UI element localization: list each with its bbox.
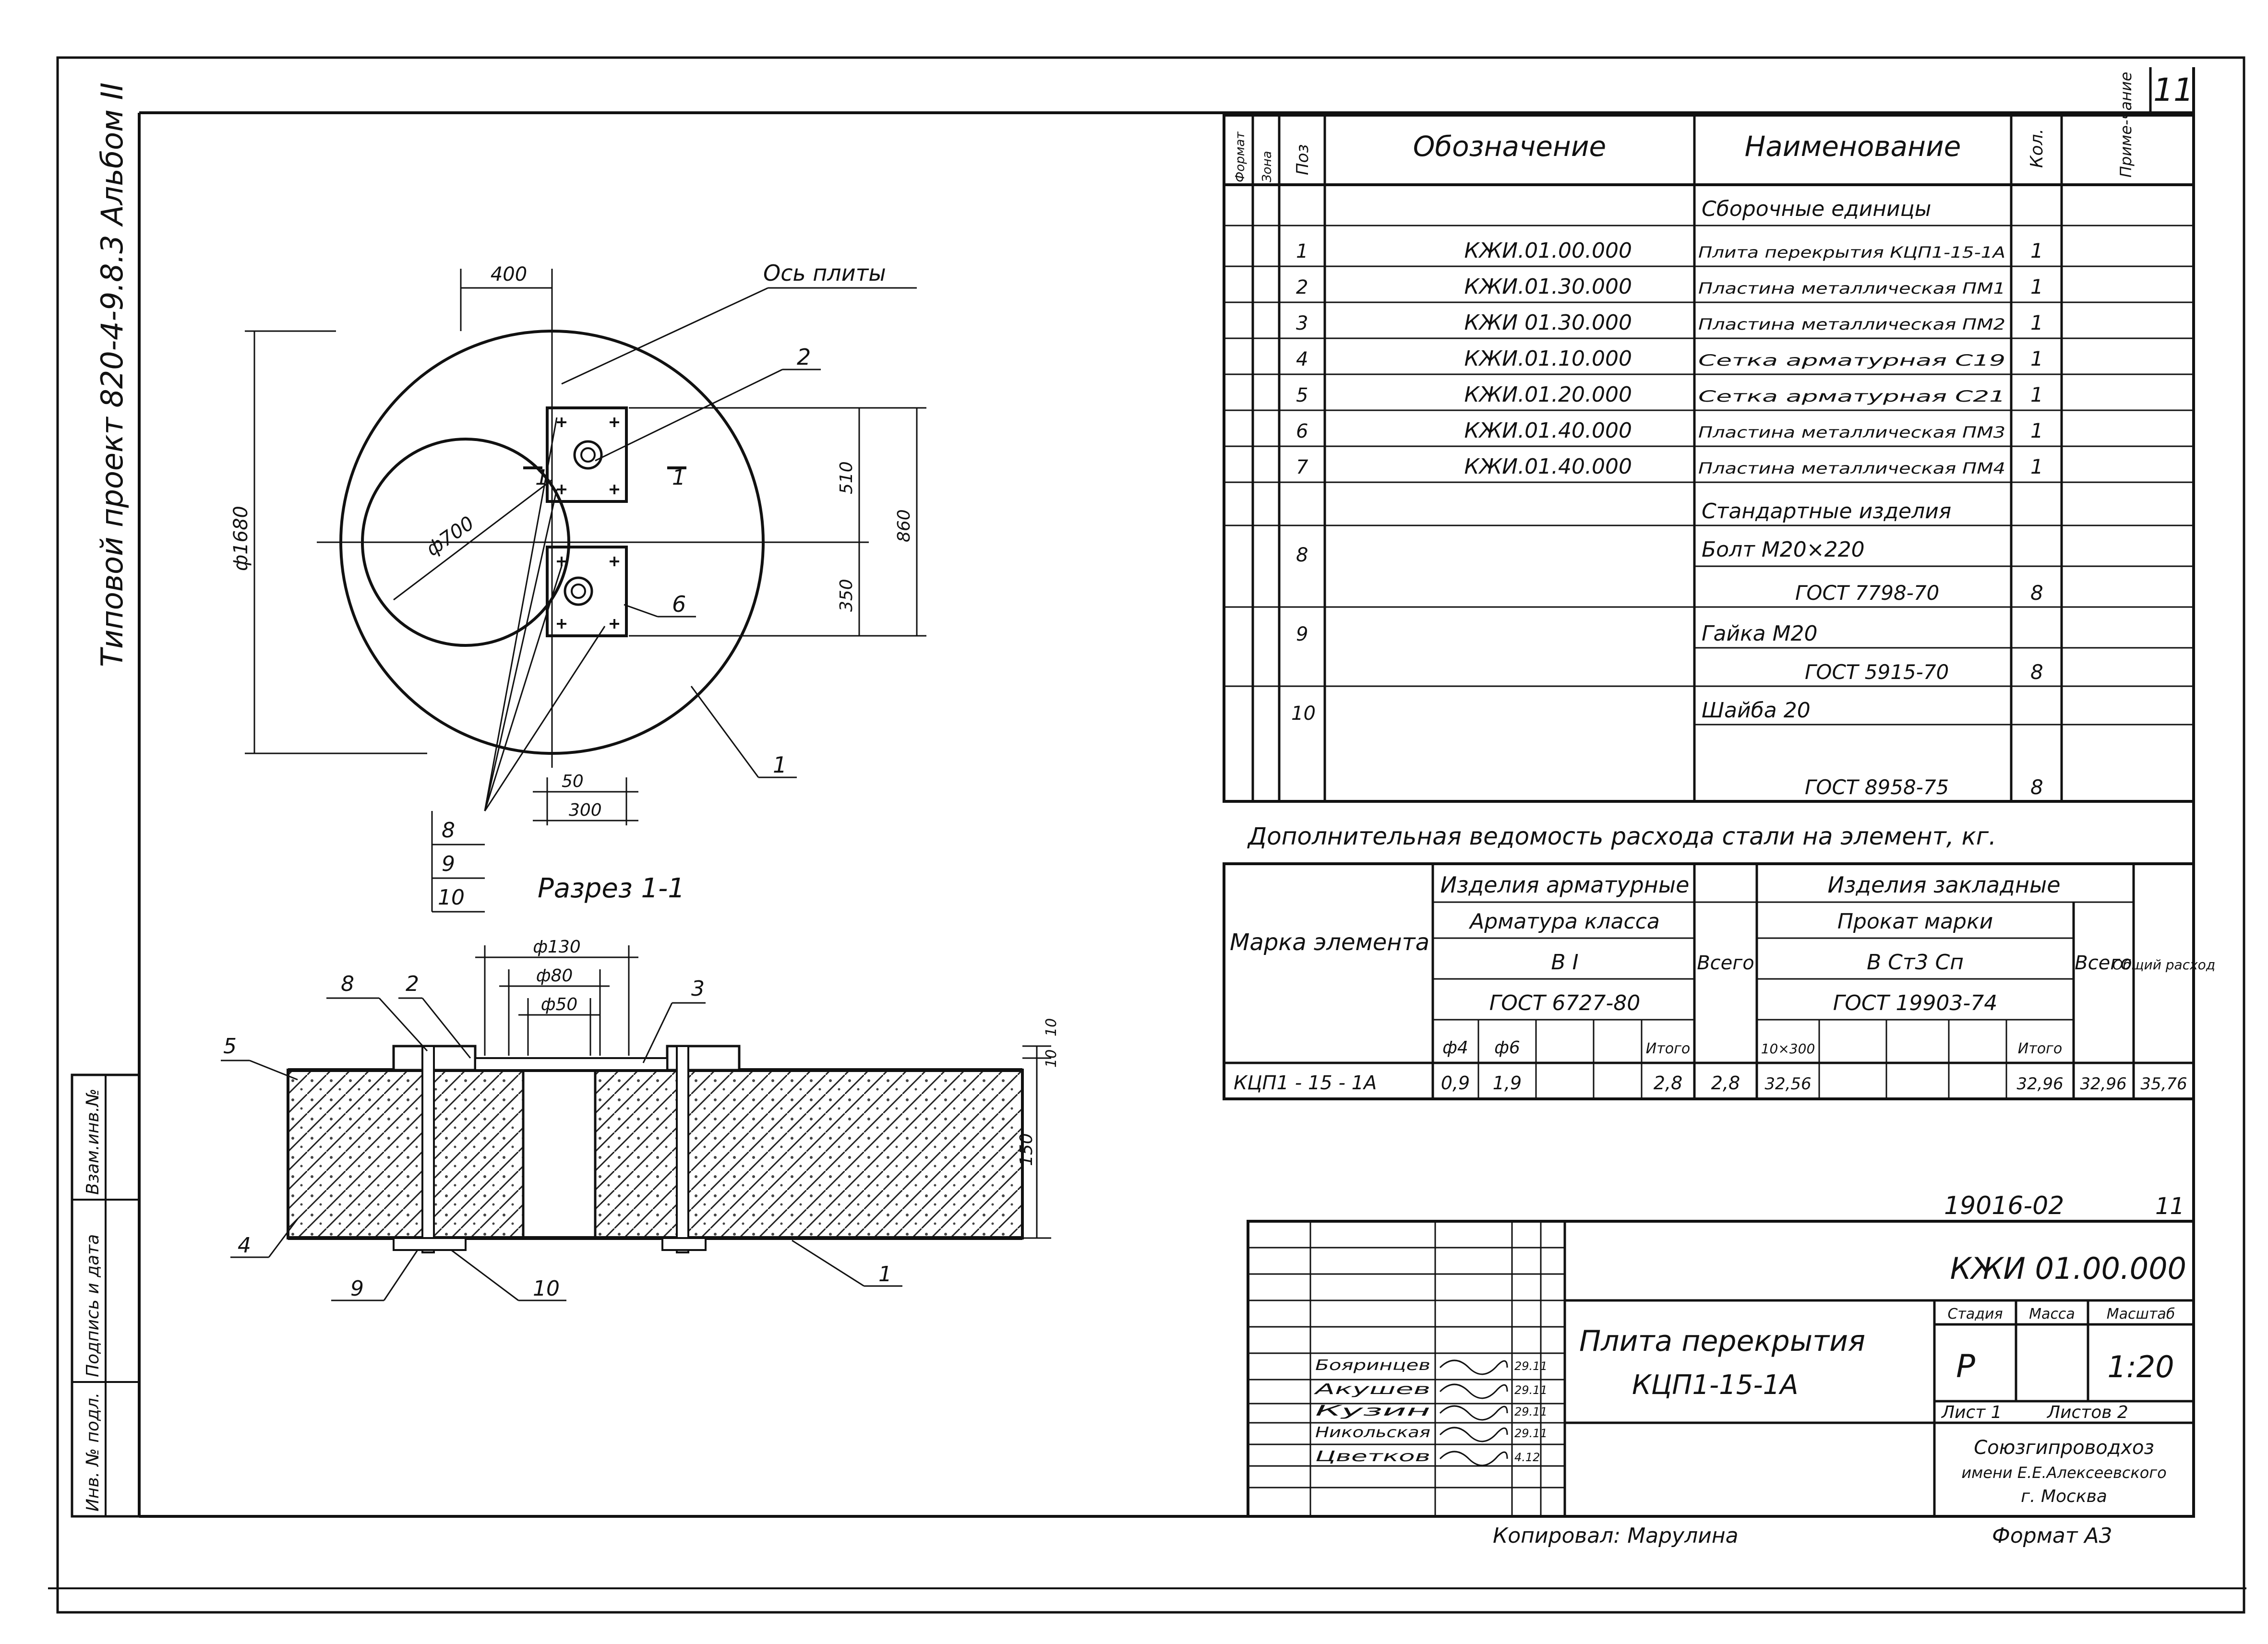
spec-row-pos: 6 bbox=[1296, 420, 1308, 442]
spec-row-pos: 2 bbox=[1296, 276, 1308, 298]
spec-row-pos: 5 bbox=[1296, 384, 1308, 406]
mass-label: Масса bbox=[2029, 1306, 2075, 1322]
std-qty-8: 8 bbox=[2030, 581, 2043, 605]
std-name-8: Болт М20×220 bbox=[1702, 537, 1865, 562]
page-number: 11 bbox=[2153, 71, 2194, 108]
std-qty-9: 8 bbox=[2030, 660, 2043, 684]
stage-value: Р bbox=[1956, 1348, 1975, 1385]
sheets-label: Листов 2 bbox=[2047, 1403, 2128, 1422]
steel-sub-itogo1: Итого bbox=[1645, 1040, 1691, 1057]
signer-date: 29.11 bbox=[1514, 1359, 1548, 1373]
steel-embed-group: Изделия закладные bbox=[1827, 872, 2061, 898]
title-line-1: Плита перекрытия bbox=[1579, 1324, 1866, 1358]
steel-sub-plate: 10×300 bbox=[1761, 1041, 1815, 1057]
dim-510: 510 bbox=[837, 461, 856, 494]
steel-row-overall: 35,76 bbox=[2140, 1074, 2187, 1094]
callout-9: 9 bbox=[442, 852, 455, 876]
spec-side-zone: Зона bbox=[1260, 151, 1274, 182]
spec-section-assembly: Сборочные единицы bbox=[1702, 197, 1932, 221]
callout-8: 8 bbox=[442, 818, 455, 843]
signature-mark bbox=[1440, 1428, 1507, 1441]
dim-1680: ф1680 bbox=[230, 506, 252, 571]
std-gost-9: ГОСТ 5915-70 bbox=[1805, 660, 1949, 684]
stage-label: Стадия bbox=[1947, 1306, 2003, 1322]
steel-embed-gost: ГОСТ 19903-74 bbox=[1833, 991, 1998, 1015]
spec-row-designation: КЖИ.01.40.000 bbox=[1464, 418, 1632, 443]
doc-code: 19016-02 bbox=[1944, 1191, 2064, 1220]
steel-table bbox=[1224, 864, 2194, 1099]
spec-row-qty: 1 bbox=[2030, 311, 2043, 334]
org-line-2: имени Е.Е.Алексеевского bbox=[1961, 1464, 2167, 1482]
std-pos-9: 9 bbox=[1296, 623, 1308, 645]
steel-embed-rolled: Прокат марки bbox=[1837, 909, 1993, 934]
signer-name: Кузин bbox=[1315, 1403, 1430, 1419]
side-stamp bbox=[72, 1075, 139, 1516]
std-name-9: Гайка М20 bbox=[1702, 621, 1818, 646]
section-mark-left: 1 bbox=[535, 465, 549, 490]
steel-sub-d4: ф4 bbox=[1442, 1038, 1468, 1058]
signer-date: 4.12 bbox=[1514, 1451, 1540, 1464]
signature-mark bbox=[1440, 1452, 1507, 1465]
spec-header-qty: Кол. bbox=[2027, 128, 2047, 168]
steel-embed-grade: В Ст3 Сп bbox=[1867, 950, 1964, 975]
spec-header-note: Приме-чание bbox=[2117, 71, 2135, 178]
stamp-vzam: Взам.инв.№ bbox=[83, 1088, 103, 1195]
spec-row-qty: 1 bbox=[2030, 275, 2043, 298]
spec-row-name: Пластина металлическая ПМ1 bbox=[1698, 279, 2005, 298]
std-pos-10: 10 bbox=[1291, 703, 1316, 725]
dim-400: 400 bbox=[490, 263, 528, 286]
signature-mark bbox=[1440, 1360, 1507, 1374]
section-view bbox=[221, 945, 1051, 1300]
spec-row-name: Сетка арматурная С19 bbox=[1698, 351, 2005, 369]
dim-50: 50 bbox=[562, 772, 584, 791]
signer-date: 29.11 bbox=[1514, 1383, 1548, 1397]
steel-total-1: Всего bbox=[1697, 952, 1754, 974]
scale-label: Масштаб bbox=[2106, 1306, 2175, 1322]
scale-value: 1:20 bbox=[2107, 1349, 2174, 1384]
steel-row-itogo2: 32,96 bbox=[2016, 1074, 2064, 1094]
steel-reinf-class-value: В I bbox=[1551, 950, 1579, 975]
stamp-inv-no: Инв. № подл. bbox=[83, 1392, 103, 1512]
signer-name: Акушев bbox=[1313, 1381, 1430, 1398]
callout-2: 2 bbox=[797, 344, 811, 370]
steel-row-v6: 1,9 bbox=[1492, 1072, 1522, 1094]
spec-row-designation: КЖИ.01.00.000 bbox=[1464, 238, 1632, 263]
steel-reinf-gost: ГОСТ 6727-80 bbox=[1489, 991, 1641, 1015]
spec-row-designation: КЖИ.01.10.000 bbox=[1464, 346, 1632, 371]
section-callout-2: 2 bbox=[406, 972, 419, 996]
doc-sheet-no: 11 bbox=[2155, 1193, 2185, 1220]
title-designation: КЖИ 01.00.000 bbox=[1950, 1251, 2186, 1286]
spec-row-name: Пластина металлическая ПМ2 bbox=[1698, 315, 2005, 334]
steel-row-total2: 32,96 bbox=[2080, 1074, 2127, 1094]
spec-row-qty: 1 bbox=[2030, 239, 2043, 262]
steel-row-mark: КЦП1 - 15 - 1А bbox=[1234, 1072, 1377, 1094]
spec-row-designation: КЖИ.01.40.000 bbox=[1464, 454, 1632, 479]
section-callout-9: 9 bbox=[350, 1276, 364, 1301]
spec-row-designation: КЖИ.01.30.000 bbox=[1464, 274, 1632, 299]
slab-axis-label: Ось плиты bbox=[763, 260, 886, 286]
spec-row-designation: КЖИ 01.30.000 bbox=[1464, 310, 1632, 335]
steel-sub-itogo2: Итого bbox=[2017, 1040, 2063, 1057]
signer-date: 29.11 bbox=[1514, 1427, 1548, 1440]
spec-row-qty: 1 bbox=[2030, 455, 2043, 478]
std-name-10: Шайба 20 bbox=[1702, 698, 1811, 723]
callout-6: 6 bbox=[672, 591, 686, 617]
std-gost-10: ГОСТ 8958-75 bbox=[1805, 775, 1949, 799]
footer-copied: Копировал: Марулина bbox=[1493, 1524, 1739, 1548]
spec-row-pos: 4 bbox=[1296, 348, 1308, 370]
section-callout-10: 10 bbox=[533, 1276, 560, 1301]
signer-name: Бояринцев bbox=[1315, 1357, 1430, 1374]
steel-reinf-class: Арматура класса bbox=[1470, 909, 1660, 934]
spec-side-pos: Поз bbox=[1293, 144, 1312, 175]
steel-reinf-group: Изделия арматурные bbox=[1440, 872, 1690, 898]
dim-350: 350 bbox=[837, 579, 856, 612]
signer-date: 29.11 bbox=[1514, 1405, 1548, 1418]
spec-row-pos: 7 bbox=[1296, 456, 1308, 478]
section-dim-10b: 10 bbox=[1043, 1049, 1060, 1068]
spec-row-pos: 1 bbox=[1296, 240, 1308, 262]
steel-row-plate: 32,56 bbox=[1764, 1074, 1812, 1094]
spec-row-name: Плита перекрытия КЦП1-15-1А bbox=[1698, 243, 2005, 262]
section-dim-150: 150 bbox=[1017, 1133, 1036, 1166]
spec-row-name: Сетка арматурная С21 bbox=[1698, 387, 2005, 405]
album-title: Типовой проект 820-4-9.8.3 Альбом II bbox=[95, 82, 130, 667]
section-dim-10a: 10 bbox=[1043, 1018, 1060, 1036]
dim-300: 300 bbox=[569, 800, 602, 820]
std-gost-8: ГОСТ 7798-70 bbox=[1795, 581, 1940, 605]
signature-mark bbox=[1440, 1406, 1507, 1420]
steel-row-v4: 0,9 bbox=[1440, 1072, 1470, 1094]
steel-row-itogo1: 2,8 bbox=[1653, 1072, 1683, 1094]
callout-10: 10 bbox=[438, 885, 465, 910]
spec-row-qty: 1 bbox=[2030, 347, 2043, 370]
section-callout-1: 1 bbox=[878, 1262, 892, 1287]
section-title: Разрез 1-1 bbox=[538, 873, 685, 904]
org-line-3: г. Москва bbox=[2021, 1487, 2107, 1506]
section-dim-50: ф50 bbox=[540, 995, 578, 1014]
spec-row-qty: 1 bbox=[2030, 419, 2043, 442]
section-callout-4: 4 bbox=[238, 1233, 251, 1258]
section-mark-right: 1 bbox=[672, 465, 685, 490]
spec-row-name: Пластина металлическая ПМ4 bbox=[1698, 459, 2005, 477]
spec-row-designation: КЖИ.01.20.000 bbox=[1464, 382, 1632, 407]
steel-mark-header: Марка элемента bbox=[1229, 929, 1430, 956]
footer-format: Формат А3 bbox=[1992, 1524, 2112, 1548]
spec-header-name: Наименование bbox=[1744, 130, 1961, 163]
signer-name: Цветков bbox=[1315, 1448, 1430, 1465]
sheet-label: Лист 1 bbox=[1942, 1403, 2002, 1422]
steel-sub-d6: ф6 bbox=[1494, 1038, 1520, 1058]
spec-section-standard: Стандартные изделия bbox=[1702, 499, 1952, 524]
section-dim-130: ф130 bbox=[533, 937, 581, 957]
spec-row-pos: 3 bbox=[1296, 312, 1308, 334]
spec-row-name: Пластина металлическая ПМ3 bbox=[1698, 423, 2005, 441]
stamp-sign-date: Подпись и дата bbox=[83, 1234, 103, 1377]
section-callout-3: 3 bbox=[691, 977, 705, 1001]
steel-total-2: Всего bbox=[2075, 952, 2132, 974]
callout-1: 1 bbox=[773, 752, 787, 778]
spec-header-designation: Обозначение bbox=[1413, 130, 1607, 163]
title-line-2: КЦП1-15-1А bbox=[1632, 1370, 1799, 1401]
section-callout-5: 5 bbox=[223, 1034, 237, 1059]
std-pos-8: 8 bbox=[1296, 544, 1308, 566]
dim-860: 860 bbox=[894, 509, 914, 542]
spec-rows bbox=[1296, 238, 2043, 479]
section-callout-8: 8 bbox=[341, 972, 354, 996]
spec-row-qty: 1 bbox=[2030, 383, 2043, 406]
signer-name: Никольская bbox=[1315, 1424, 1430, 1441]
section-dim-80: ф80 bbox=[536, 966, 573, 986]
std-qty-10: 8 bbox=[2030, 775, 2043, 799]
org-line-1: Союзгипроводхоз bbox=[1974, 1437, 2154, 1459]
steel-overall: Общий расход bbox=[2112, 957, 2216, 973]
steel-row-total1: 2,8 bbox=[1711, 1072, 1740, 1094]
dim-700: ф700 bbox=[422, 512, 479, 561]
signature-mark bbox=[1440, 1384, 1507, 1398]
steel-table-title: Дополнительная ведомость расхода стали на элемент, кг. bbox=[1248, 822, 1996, 850]
spec-side-format: Формат bbox=[1233, 131, 1248, 182]
